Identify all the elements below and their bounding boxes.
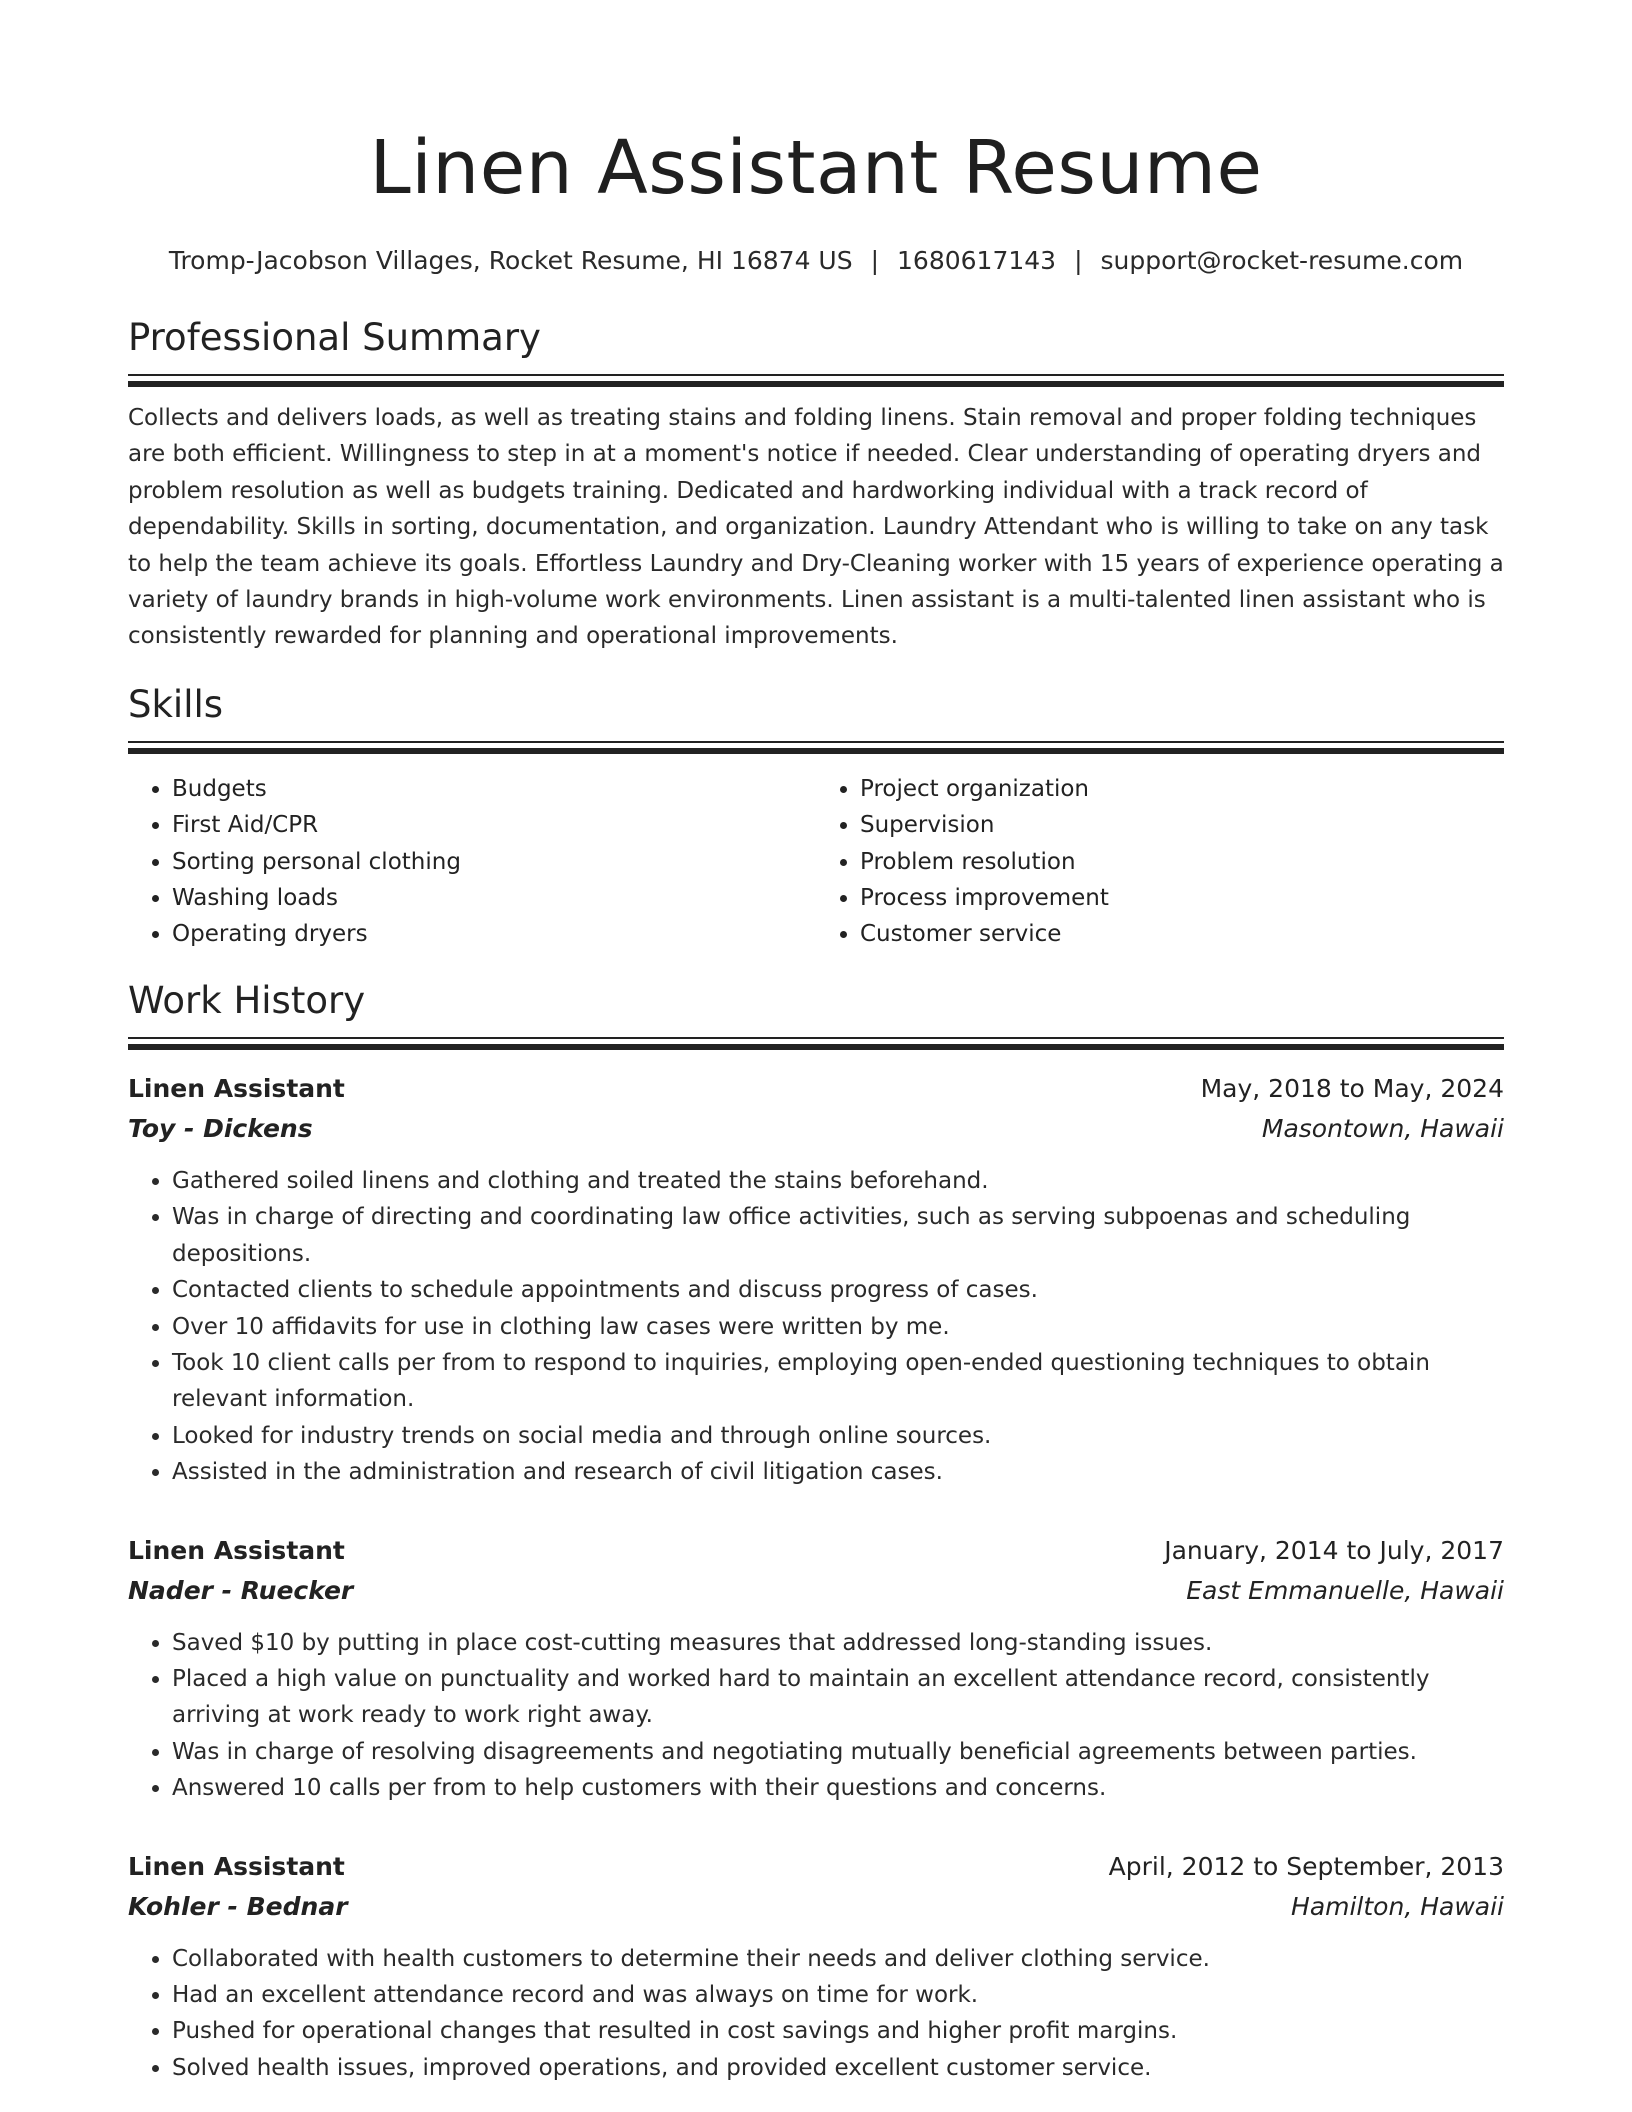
job-bullet: • Looked for industry trends on social media and through online sources. [172, 1418, 1504, 1454]
skill-item: • Budgets [172, 771, 816, 807]
section-divider [128, 741, 1504, 753]
section-heading-skills: Skills [128, 682, 224, 726]
skill-item: • Washing loads [172, 880, 816, 916]
skill-item: • Customer service [860, 916, 1504, 952]
job-company: Toy - Dickens [128, 1113, 313, 1143]
job-company-row [128, 1887, 1504, 1927]
job-company-row [128, 1571, 1504, 1611]
job-bullet: • Assisted in the administration and research of civil litigation cases. [172, 1454, 1504, 1490]
section-divider [128, 1037, 1504, 1049]
job-entry [128, 1531, 1504, 1807]
job-bullet: • Answered 10 calls per from to help customers with their questions and concerns. [172, 1770, 1504, 1806]
skill-item: • Operating dryers [172, 916, 816, 952]
contact-separator: | [1074, 246, 1083, 275]
resume-title: Linen Assistant Resume [369, 125, 1263, 211]
job-header-row [128, 1531, 1504, 1571]
job-dates: April, 2012 to September, 2013 [1108, 1851, 1504, 1881]
job-location: Masontown, Hawaii [1261, 1113, 1504, 1143]
job-company: Nader - Ruecker [128, 1575, 354, 1605]
contact-line [128, 244, 1504, 278]
job-header-row [128, 1847, 1504, 1887]
skills-list-right [816, 771, 1504, 953]
job-dates: May, 2018 to May, 2024 [1200, 1073, 1504, 1103]
section-heading-summary: Professional Summary [128, 316, 541, 359]
section-heading-work-history: Work History [128, 978, 366, 1022]
skill-item: • Problem resolution [860, 844, 1504, 880]
job-title: Linen Assistant [128, 1073, 345, 1103]
skills-section [128, 681, 1504, 953]
job-bullets [128, 1163, 1504, 1491]
contact-phone: 1680617143 [897, 246, 1057, 275]
skill-item: • Supervision [860, 807, 1504, 843]
job-location: East Emmanuelle, Hawaii [1186, 1575, 1504, 1605]
job-bullet: • Took 10 client calls per from to respond to inquiries, employing open-ended questioning techniques to obtain relevant information. [172, 1345, 1504, 1418]
summary-text: Collects and delivers loads, as well as treating stains and folding linens. Stain removal and proper folding techniques are both efficient. Willingness to step in at a moment's notice if needed. Clear understanding of operating dryers and problem resolution as well as budgets training. Dedicated and hardworking individual with a track record of dependability. Skills in sorting, documentation, and organization. Laundry Attendant who is willing to take on any task to help the team achieve its goals. Effortless Laundry and Dry-Cleaning worker with 15 years of experience operating a variety of laundry brands in high-volume work environments. Linen assistant is a multi-talented linen assistant who is consistently rewarded for planning and operational improvements. [128, 405, 1504, 650]
job-bullet: • Solved health issues, improved operations, and provided excellent customer service. [172, 2050, 1504, 2086]
skill-item: • Process improvement [860, 880, 1504, 916]
job-header-row [128, 1069, 1504, 1109]
skill-item: • Sorting personal clothing [172, 844, 816, 880]
job-bullets [128, 1941, 1504, 2087]
contact-address: Tromp-Jacobson Villages, Rocket Resume, HI 16874 US [168, 246, 853, 275]
contact-separator: | [870, 246, 880, 275]
job-company: Kohler - Bednar [128, 1891, 348, 1921]
job-bullet: • Contacted clients to schedule appointments and discuss progress of cases. [172, 1272, 1504, 1308]
job-title: Linen Assistant [128, 1535, 345, 1565]
job-bullet: • Had an excellent attendance record and was always on time for work. [172, 1977, 1504, 2013]
skills-list-left [128, 771, 816, 953]
job-bullets [128, 1625, 1504, 1807]
job-dates: January, 2014 to July, 2017 [1164, 1535, 1504, 1565]
job-bullet: • Was in charge of resolving disagreements and negotiating mutually beneficial agreements between parties. [172, 1734, 1504, 1770]
skill-item: • First Aid/CPR [172, 807, 816, 843]
skill-item: • Project organization [860, 771, 1504, 807]
work-history-section [128, 977, 1504, 2086]
job-location: Hamilton, Hawaii [1291, 1891, 1504, 1921]
job-bullet: • Pushed for operational changes that resulted in cost savings and higher profit margins. [172, 2013, 1504, 2049]
section-divider [128, 374, 1504, 386]
professional-summary-section [128, 314, 1504, 655]
job-bullet: • Over 10 affidavits for use in clothing law cases were written by me. [172, 1309, 1504, 1345]
job-bullet: • Collaborated with health customers to determine their needs and deliver clothing service. [172, 1941, 1504, 1977]
job-bullet: • Was in charge of directing and coordinating law office activities, such as serving subpoenas and scheduling depositions. [172, 1199, 1504, 1272]
job-bullet: • Saved $10 by putting in place cost-cutting measures that addressed long-standing issues. [172, 1625, 1504, 1661]
job-bullet: • Gathered soiled linens and clothing and treated the stains beforehand. [172, 1163, 1504, 1199]
job-title: Linen Assistant [128, 1851, 345, 1881]
job-entry [128, 1847, 1504, 2087]
job-company-row [128, 1109, 1504, 1149]
job-entry [128, 1069, 1504, 1491]
job-bullet: • Placed a high value on punctuality and worked hard to maintain an excellent attendance record, consistently arriving at work ready to work right away. [172, 1661, 1504, 1734]
contact-email: support@rocket-resume.com [1100, 246, 1464, 275]
skills-columns [128, 771, 1504, 953]
